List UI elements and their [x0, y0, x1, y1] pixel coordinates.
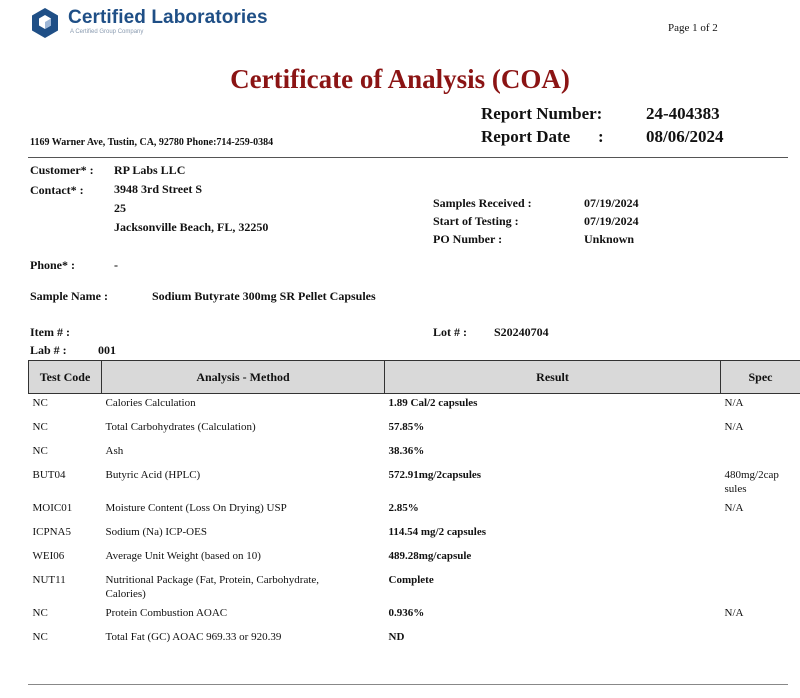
table-row: [29, 442, 800, 466]
logo-cube-icon: [30, 7, 60, 39]
cell-analysis-method: Ash: [105, 444, 124, 457]
cell-result: 38.36%: [388, 444, 425, 457]
table-row: [29, 499, 800, 523]
cell-test-code: ICPNA5: [32, 525, 72, 538]
cell-analysis-method: Sodium (Na) ICP-OES: [105, 525, 207, 538]
footer-divider: [28, 684, 788, 685]
po-number-value: Unknown: [584, 232, 635, 246]
item-number-label: Item # :: [30, 325, 70, 339]
start-testing-value: 07/19/2024: [584, 214, 639, 228]
results-table: [28, 360, 800, 652]
report-date: 08/06/2024: [646, 127, 724, 146]
start-testing-label: Start of Testing :: [433, 214, 519, 228]
cell-test-code: WEI06: [32, 549, 65, 562]
cell-test-code: NC: [32, 630, 48, 643]
cell-test-code: NC: [32, 420, 48, 433]
lot-number-label: Lot # :: [433, 325, 467, 339]
cell-analysis-method: Average Unit Weight (based on 10): [105, 549, 261, 562]
cell-test-code: NUT11: [32, 573, 66, 586]
header-test-code: Test Code: [29, 361, 102, 394]
samples-received-value: 07/19/2024: [584, 196, 639, 210]
cell-spec: N/A: [724, 420, 744, 433]
header-analysis-method: Analysis - Method: [102, 361, 385, 394]
cell-spec: 480mg/2cap sules: [724, 468, 779, 495]
cell-test-code: BUT04: [32, 468, 66, 481]
page-number: Page 1 of 2: [668, 22, 718, 34]
cell-result: 489.28mg/capsule: [388, 549, 472, 562]
header-spec: Spec: [721, 361, 800, 394]
samples-received-label: Samples Received :: [433, 196, 532, 210]
header-divider: [28, 157, 788, 158]
table-row: [29, 628, 800, 652]
cell-result: 2.85%: [388, 501, 419, 514]
cell-analysis-method: Protein Combustion AOAC: [105, 606, 228, 619]
cell-analysis-method: Total Fat (GC) AOAC 969.33 or 920.39: [105, 630, 282, 643]
table-row: [29, 418, 800, 442]
cell-result: Complete: [388, 573, 434, 586]
lab-name: Certified Laboratories: [68, 7, 268, 28]
cell-result: ND: [388, 630, 405, 643]
cell-analysis-method: Butyric Acid (HPLC): [105, 468, 201, 481]
contact-label: Contact* :: [30, 183, 84, 197]
lab-address: 1169 Warner Ave, Tustin, CA, 92780 Phone:714-259-0384: [30, 137, 274, 148]
cell-test-code: NC: [32, 606, 48, 619]
table-header-row: [29, 361, 800, 394]
cell-result: 57.85%: [388, 420, 425, 433]
phone-value: -: [114, 258, 118, 272]
cell-spec: [721, 628, 800, 652]
table-row: [29, 523, 800, 547]
customer-label: Customer* :: [30, 163, 94, 177]
po-number-label: PO Number :: [433, 232, 503, 246]
cell-result: 114.54 mg/2 capsules: [388, 525, 486, 538]
cell-spec: N/A: [724, 606, 744, 619]
report-number-label: Report Number:: [481, 104, 603, 123]
report-date-label: Report Date: [481, 127, 571, 146]
cell-result: 0.936%: [388, 606, 425, 619]
table-row: [29, 604, 800, 628]
table-row: [29, 547, 800, 571]
cell-analysis-method: Moisture Content (Loss On Drying) USP: [105, 501, 287, 514]
cell-spec: [721, 523, 800, 547]
customer-name: RP Labs LLC: [114, 163, 186, 177]
lab-tagline: A Certified Group Company: [70, 29, 144, 35]
cell-test-code: NC: [32, 397, 48, 409]
header-result: Result: [385, 361, 721, 394]
cell-spec: [721, 547, 800, 571]
cell-spec: [721, 571, 800, 604]
cell-analysis-method: Nutritional Package (Fat, Protein, Carbohydrate, Calories): [105, 573, 320, 600]
contact-line-1: 3948 3rd Street S: [114, 182, 203, 196]
cell-result: 1.89 Cal/2 capsules: [388, 397, 478, 409]
sample-name: Sodium Butyrate 300mg SR Pellet Capsules: [152, 289, 376, 303]
lab-number-label: Lab # :: [30, 343, 67, 357]
results-body: [29, 394, 800, 652]
contact-line-2: 25: [114, 201, 126, 215]
table-row: [29, 571, 800, 604]
document-title: Certificate of Analysis (COA): [230, 64, 570, 94]
table-row: [29, 466, 800, 499]
cell-analysis-method: Total Carbohydrates (Calculation): [105, 420, 256, 433]
cell-spec: N/A: [724, 501, 744, 514]
cell-test-code: NC: [32, 444, 48, 457]
table-row: [29, 394, 800, 418]
report-number: 24-404383: [646, 104, 720, 123]
lot-number-value: S20240704: [494, 325, 549, 339]
lab-number-value: 001: [98, 343, 116, 357]
cell-analysis-method: Calories Calculation: [105, 397, 196, 409]
cell-spec: N/A: [724, 397, 744, 409]
sample-name-label: Sample Name :: [30, 289, 108, 303]
phone-label: Phone* :: [30, 258, 75, 272]
cell-spec: [721, 442, 800, 466]
cell-result: 572.91mg/2capsules: [388, 468, 482, 481]
contact-line-3: Jacksonville Beach, FL, 32250: [114, 220, 269, 234]
report-date-colon: :: [598, 127, 604, 146]
cell-test-code: MOIC01: [32, 501, 73, 514]
